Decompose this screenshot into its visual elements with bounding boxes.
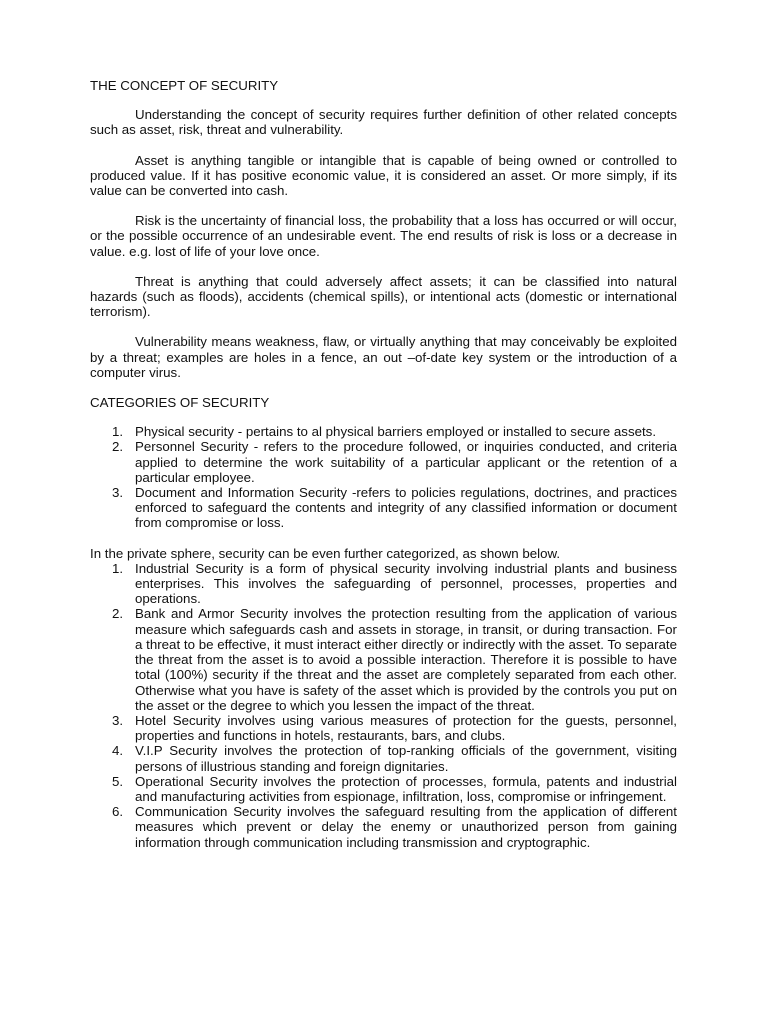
list-number: 1. [112,424,124,440]
list-item [90,561,677,607]
list-item [90,804,677,850]
paragraph-intro: Understanding the concept of security requires further definition of other related concepts such as asset, risk, threat and vulnerability. [90,107,677,138]
private-sphere-list [90,561,677,850]
private-sphere-intro: In the private sphere, security can be even further categorized, as shown below. [90,545,561,561]
list-number: 4. [112,743,124,759]
list-number: 2. [112,439,124,455]
list-number: 5. [112,773,124,789]
list-item-text: V.I.P Security involves the protection of top-ranking officials of the government, visiting persons of illustrious standing and foreign dignitaries. [135,743,677,774]
list-item [90,424,677,439]
document-title: THE CONCEPT OF SECURITY [90,78,279,93]
list-item-text: Communication Security involves the safeguard resulting from the application of different measures which prevent or delay the enemy or unauthorized person from gaining information through communication including transmission and cryptographic. [135,804,677,850]
list-number: 2. [112,606,124,622]
list-item [90,606,677,712]
list-item-text: Bank and Armor Security involves the protection resulting from the application of various measure which safeguards cash and assets in storage, in transit, or during transaction. For a threat to be effective, it must interact either directly or indirectly with the asset. To separate the threat from the asset is to avoid a possible interaction. Therefore it is possible to have total (100%) security if the threat and the asset are completely separated from each other. Otherwise what you have is safety of the asset which is provided by the controls you put on the asset or the degree to which you lessen the impact of the threat. [135,606,677,713]
list-item-text: Document and Information Security -refers to policies regulations, doctrines, and practices enforced to safeguard the contents and integrity of any classified information or document from compromise or loss. [135,485,677,531]
list-item-text: Hotel Security involves using various measures of protection for the guests, personnel, properties and functions in hotels, restaurants, bars, and clubs. [135,712,677,744]
list-item-text: Industrial Security is a form of physical security involving industrial plants and business enterprises. This involves the safeguarding of personnel, processes, properties and operations. [135,560,677,607]
paragraph-vulnerability: Vulnerability means weakness, flaw, or virtually anything that may conceivably be exploited by a threat; examples are holes in a fence, an out –of-date key system or the introduction of a computer virus. [90,334,677,380]
paragraph-threat: Threat is anything that could adversely affect assets; it can be classified into natural hazards (such as floods), accidents (chemical spills), or intentional acts (domestic or international terrorism). [90,273,677,320]
list-item [90,439,677,485]
list-number: 3. [112,485,124,501]
document-page [90,78,677,865]
list-item-text: Physical security - pertains to al physical barriers employed or installed to secure assets. [135,424,657,440]
paragraph-risk: Risk is the uncertainty of financial loss, the probability that a loss has occurred or will occur, or the possible occurrence of an undesirable event. The end results of risk is loss or a decrease in value. e.g. lost of life of your love once. [90,213,677,259]
list-item [90,743,677,773]
list-item-text: Operational Security involves the protection of processes, formula, patents and industrial and manufacturing activities from espionage, infiltration, loss, compromise or infringement. [135,773,677,804]
paragraph-asset: Asset is anything tangible or intangible that is capable of being owned or controlled to produced value. If it has positive economic value, it is considered an asset. Or more simply, if its value can be converted into cash. [90,152,677,199]
list-item [90,713,677,743]
list-item [90,485,677,531]
categories-list [90,424,677,530]
list-number: 3. [112,712,124,728]
categories-heading: CATEGORIES OF SECURITY [90,395,270,411]
list-item-text: Personnel Security - refers to the procedure followed, or inquiries conducted, and criteria applied to determine the work suitability of a particular applicant or the retention of a particular employee. [135,439,677,485]
list-number: 1. [112,560,124,576]
list-item [90,774,677,804]
list-number: 6. [112,804,124,820]
